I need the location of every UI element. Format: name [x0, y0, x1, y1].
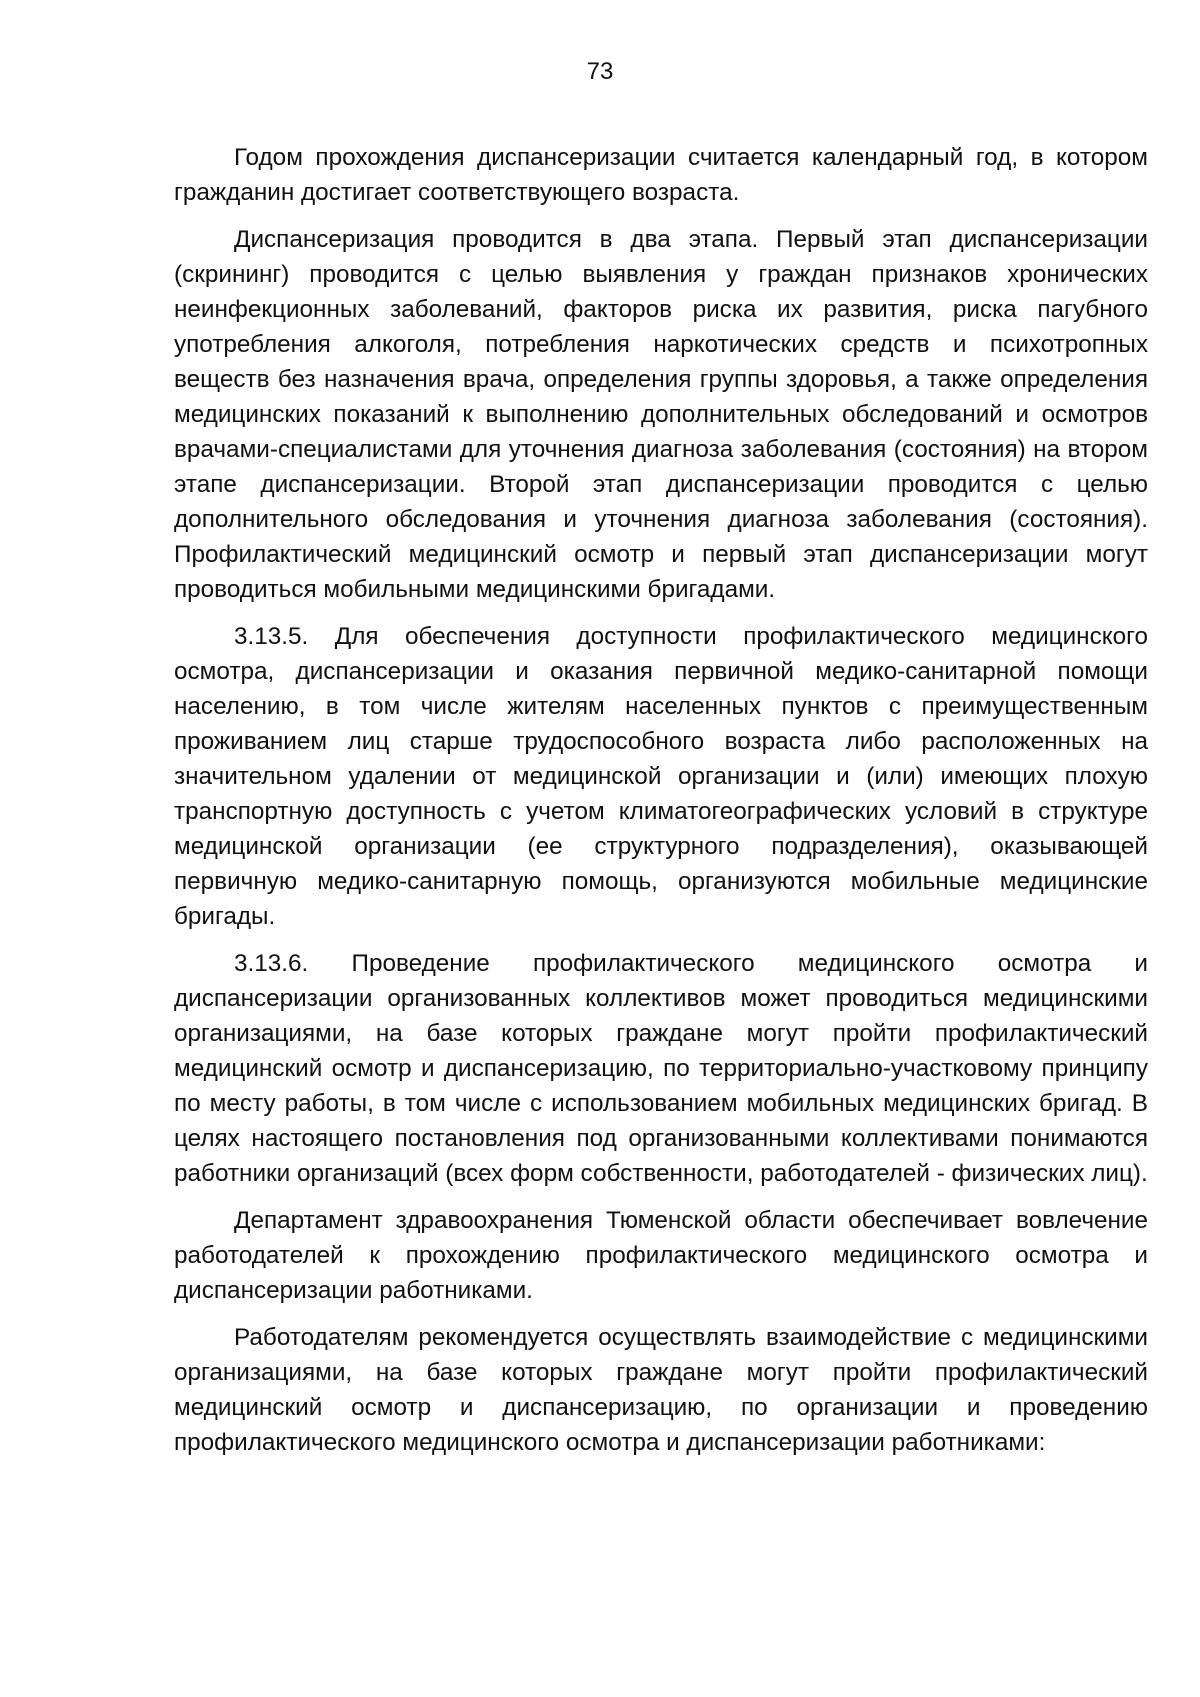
paragraph-year-definition: Годом прохождения диспансеризации считается календарный год, в котором гражданин достигает соответствующего возраста. [174, 144, 1148, 206]
paragraph-two-stages: Диспансеризация проводится в два этапа. Первый этап диспансеризации (скрининг) проводится с целью выявления у граждан признаков хронических неинфекционных заболеваний, факторов риска их развития, риска пагубного употребления алкоголя, потребления наркотических средств и психотропных веществ без назначения врача, определения группы здоровья, а также определения медицинских показаний к выполнению дополнительных обследований и осмотров врачами-специалистами для уточнения диагноза заболевания (состояния) на втором этапе диспансеризации. Второй этап диспансеризации проводится с целью дополнительного обследования и уточнения диагноза заболевания (состояния). Профилактический медицинский осмотр и первый этап диспансеризации могут проводиться мобильными медицинскими бригадами. [174, 226, 1148, 603]
document-body [174, 140, 1148, 1472]
paragraph-3-13-5: 3.13.5. Для обеспечения доступности профилактического медицинского осмотра, диспансеризации и оказания первичной медико-санитарной помощи населению, в том числе жителям населенных пунктов с преимущественным проживанием лиц старше трудоспособного возраста либо расположенных на значительном удалении от медицинской организации и (или) имеющих плохую транспортную доступность с учетом климатогеографических условий в структуре медицинской организации (ее структурного подразделения), оказывающей первичную медико-санитарную помощь, организуются мобильные медицинские бригады. [174, 623, 1148, 930]
paragraph-3-13-6: 3.13.6. Проведение профилактического медицинского осмотра и диспансеризации организованных коллективов может проводиться медицинскими организациями, на базе которых граждане могут пройти профилактический медицинский осмотр и диспансеризацию, по территориально-участковому принципу по месту работы, в том числе с использованием мобильных медицинских бригад. В целях настоящего постановления под организованными коллективами понимаются работники организаций (всех форм собственности, работодателей - физических лиц). [174, 950, 1148, 1187]
page-number: 73 [586, 58, 614, 85]
paragraph-department: Департамент здравоохранения Тюменской области обеспечивает вовлечение работодателей к прохождению профилактического медицинского осмотра и диспансеризации работниками. [174, 1207, 1148, 1304]
paragraph-employers: Работодателям рекомендуется осуществлять взаимодействие с медицинскими организациями, на базе которых граждане могут пройти профилактический медицинский осмотр и диспансеризацию, по организации и проведению профилактического медицинского осмотра и диспансеризации работниками: [174, 1324, 1148, 1456]
